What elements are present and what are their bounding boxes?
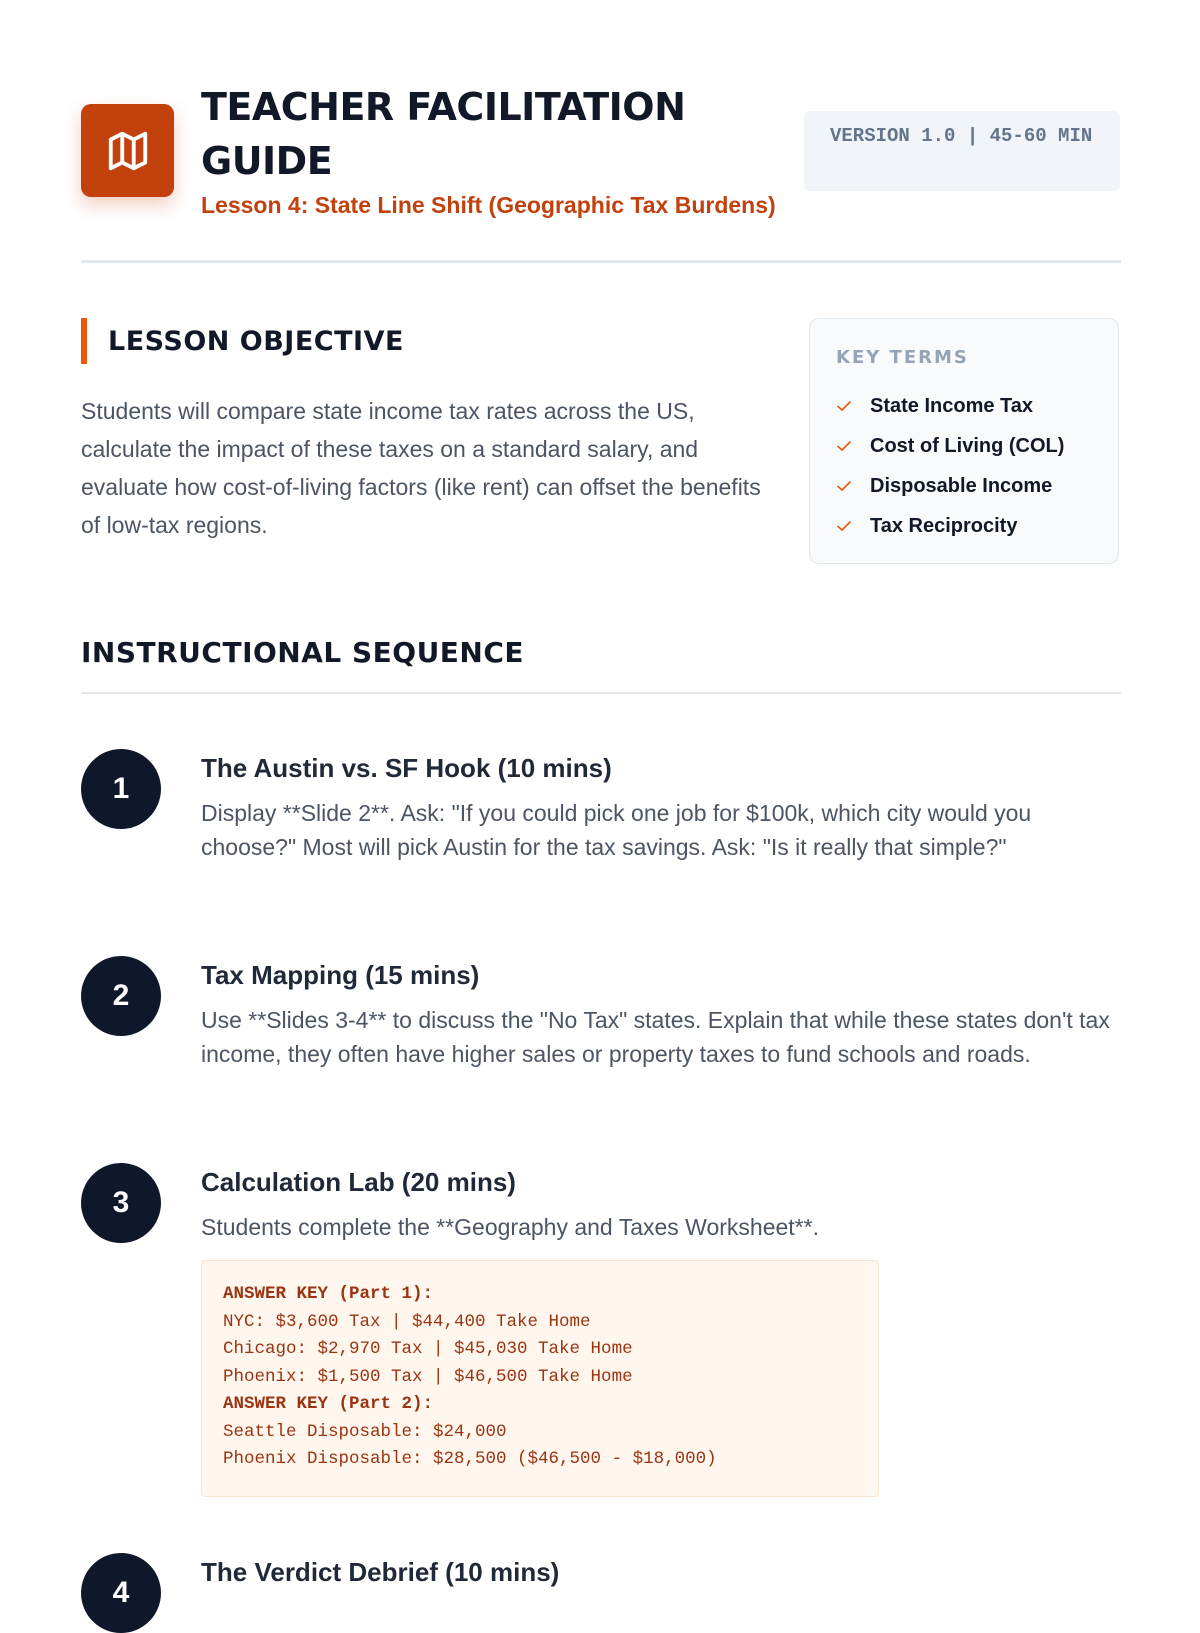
map-icon	[81, 104, 174, 197]
step-title: Calculation Lab (20 mins)	[201, 1167, 516, 1197]
step-title: The Austin vs. SF Hook (10 mins)	[201, 753, 612, 783]
answer-key-line: Chicago: $2,970 Tax | $45,030 Take Home	[223, 1339, 633, 1359]
key-term-item	[836, 506, 1092, 546]
answer-key-line: Phoenix: $1,500 Tax | $46,500 Take Home	[223, 1366, 633, 1387]
check-icon	[836, 398, 852, 414]
check-icon	[836, 478, 852, 494]
key-term-label: Disposable Income	[870, 474, 1053, 497]
guide-header	[81, 80, 1121, 262]
lesson-subtitle: Lesson 4: State Line Shift (Geographic Tax Burdens)	[201, 192, 776, 218]
key-terms-card	[809, 318, 1119, 564]
step-description: Students complete the **Geography and Taxes Worksheet**.	[201, 1214, 819, 1240]
answer-key-line: Seattle Disposable: $24,000	[223, 1421, 507, 1442]
key-term-item	[836, 426, 1092, 466]
step-description: Display **Slide 2**. Ask: "If you could pick one job for $100k, which city would you choose?" Most will pick Austin for the tax savings. Ask: "Is it really that simple?"	[201, 800, 1032, 860]
answer-key-heading: ANSWER KEY (Part 1):	[223, 1284, 434, 1304]
lesson-objective-section	[81, 318, 761, 544]
step-number-badge: 1	[81, 749, 161, 829]
step-body	[201, 956, 1121, 1071]
title-block	[201, 80, 801, 219]
key-term-item	[836, 386, 1092, 426]
answer-key-heading: ANSWER KEY (Part 2):	[223, 1394, 434, 1414]
step-title: The Verdict Debrief (10 mins)	[201, 1557, 560, 1587]
sequence-heading: INSTRUCTIONAL SEQUENCE	[81, 636, 525, 669]
answer-key-line: NYC: $3,600 Tax | $44,400 Take Home	[223, 1311, 591, 1332]
key-term-item	[836, 466, 1092, 506]
objective-heading: LESSON OBJECTIVE	[81, 318, 761, 364]
check-icon	[836, 438, 852, 454]
step-number-badge: 2	[81, 956, 161, 1036]
step-body	[201, 1163, 1121, 1497]
objective-text: Students will compare state income tax rates across the US, calculate the impact of these taxes on a standard salary, and evaluate how cost-of-living factors (like rent) can offset the benefits of low-tax regions.	[81, 398, 761, 538]
key-terms-list	[836, 386, 1092, 546]
key-terms-heading: KEY TERMS	[836, 347, 969, 368]
answer-key-box	[201, 1260, 879, 1497]
answer-key-line: Phoenix Disposable: $28,500 ($46,500 - $18,000)	[223, 1449, 717, 1469]
step-body	[201, 749, 1121, 864]
page-title: TEACHER FACILITATION GUIDE	[201, 85, 686, 183]
step-number-badge: 3	[81, 1163, 161, 1243]
step-body	[201, 1553, 1121, 1592]
version-badge: VERSION 1.0 | 45-60 MIN	[804, 111, 1120, 191]
step-number-badge: 4	[81, 1553, 161, 1633]
check-icon	[836, 518, 852, 534]
key-term-label: Cost of Living (COL)	[870, 434, 1065, 457]
sequence-divider	[81, 692, 1121, 694]
step-title: Tax Mapping (15 mins)	[201, 960, 480, 990]
header-divider	[81, 260, 1121, 263]
key-term-label: State Income Tax	[870, 394, 1034, 417]
key-term-label: Tax Reciprocity	[870, 514, 1018, 537]
step-description: Use **Slides 3-4** to discuss the "No Tax" states. Explain that while these states don't tax income, they often have higher sales or property taxes to fund schools and roads.	[201, 1007, 1110, 1067]
